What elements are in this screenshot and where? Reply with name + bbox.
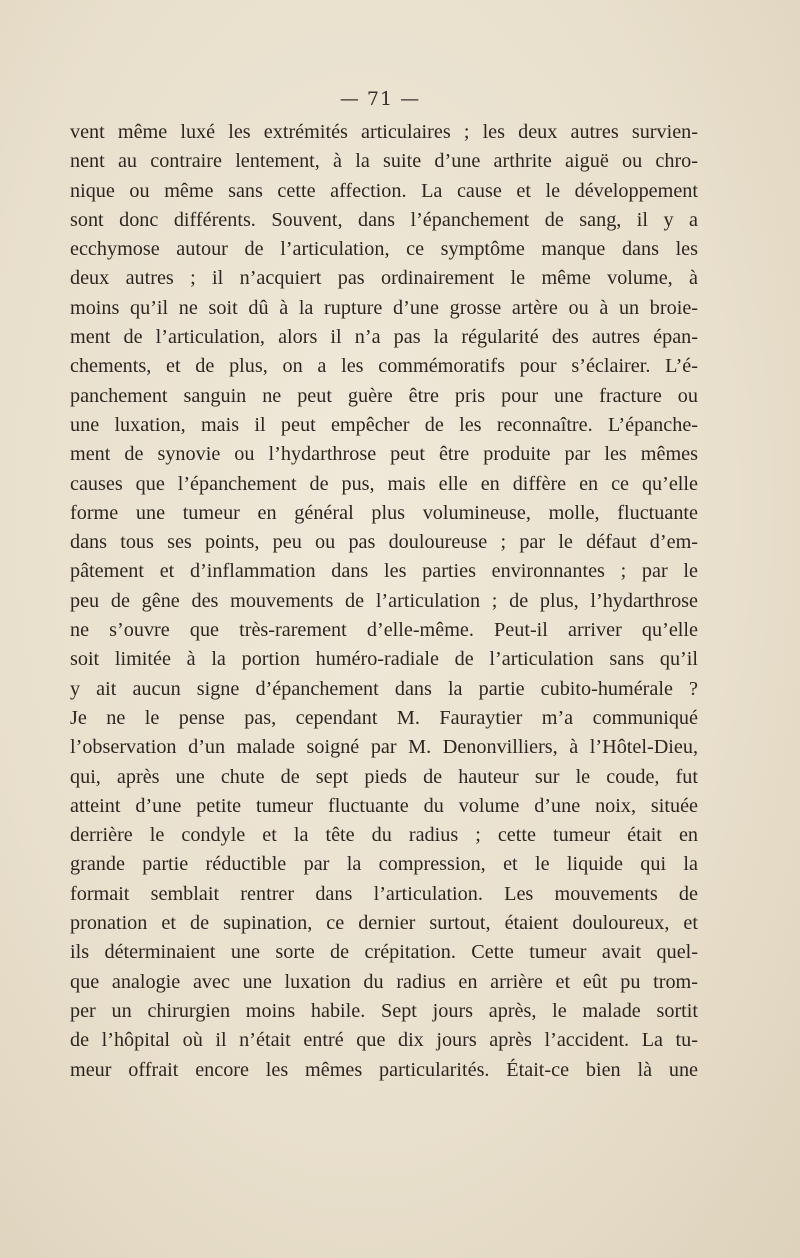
text-line: pronation et de supination, ce dernier surtout, étaient douloureux, et xyxy=(70,912,698,935)
text-line: y ait aucun signe d’épanchement dans la partie cubito-humérale ? xyxy=(70,677,698,700)
text-line: grande partie réductible par la compression, et le liquide qui la xyxy=(70,853,698,876)
body-text xyxy=(70,118,698,1085)
text-line: panchement sanguin ne peut guère être pris pour une fracture ou xyxy=(70,384,698,407)
text-line: nique ou même sans cette affection. La cause et le développement xyxy=(70,179,698,202)
text-line: ment de synovie ou l’hydarthrose peut être produite par les mêmes xyxy=(70,443,698,466)
text-line: per un chirurgien moins habile. Sept jours après, le malade sortit xyxy=(70,999,698,1022)
text-line: soit limitée à la portion huméro-radiale de l’articulation sans qu’il xyxy=(70,648,698,671)
text-line: atteint d’une petite tumeur fluctuante du volume d’une noix, située xyxy=(70,794,698,817)
text-line: ne s’ouvre que très-rarement d’elle-même. Peut-il arriver qu’elle xyxy=(70,619,698,642)
text-line: une luxation, mais il peut empêcher de les reconnaître. L’épanche- xyxy=(70,413,698,436)
text-line: ecchymose autour de l’articulation, ce symptôme manque dans les xyxy=(70,238,698,261)
text-line: derrière le condyle et la tête du radius ; cette tumeur était en xyxy=(70,824,698,847)
text-line: nent au contraire lentement, à la suite d’une arthrite aiguë ou chro- xyxy=(70,150,698,173)
text-line: forme une tumeur en général plus volumineuse, molle, fluctuante xyxy=(70,501,698,524)
text-line: vent même luxé les extrémités articulaires ; les deux autres survien- xyxy=(70,121,698,143)
text-line: de l’hôpital où il n’était entré que dix jours après l’accident. La tu- xyxy=(70,1029,698,1052)
text-line: Je ne le pense pas, cependant M. Fauraytier m’a communiqué xyxy=(70,706,698,729)
text-line: pâtement et d’inflammation dans les parties environnantes ; par le xyxy=(70,560,698,583)
text-line: ils déterminaient une sorte de crépitation. Cette tumeur avait quel- xyxy=(70,941,698,964)
text-line: meur offrait encore les mêmes particularités. Était-ce bien là une xyxy=(70,1058,698,1081)
text-line: ment de l’articulation, alors il n’a pas la régularité des autres épan- xyxy=(70,326,698,349)
text-line: l’observation d’un malade soigné par M. Denonvilliers, à l’Hôtel-Dieu, xyxy=(70,736,698,759)
text-line: formait semblait rentrer dans l’articulation. Les mouvements de xyxy=(70,882,698,905)
text-line: chements, et de plus, on a les commémoratifs pour s’éclairer. L’é- xyxy=(70,355,698,378)
text-line: qui, après une chute de sept pieds de hauteur sur le coude, fut xyxy=(70,765,698,788)
text-line: deux autres ; il n’acquiert pas ordinairement le même volume, à xyxy=(70,267,698,290)
text-line: dans tous ses points, peu ou pas douloureuse ; par le défaut d’em- xyxy=(70,531,698,554)
text-line: sont donc différents. Souvent, dans l’épanchement de sang, il y a xyxy=(70,208,698,231)
text-line: peu de gêne des mouvements de l’articulation ; de plus, l’hydarthrose xyxy=(70,589,698,612)
text-line: moins qu’il ne soit dû à la rupture d’une grosse artère ou à un broie- xyxy=(70,296,698,319)
text-line: causes que l’épanchement de pus, mais elle en diffère en ce qu’elle xyxy=(70,472,698,495)
text-line: que analogie avec une luxation du radius en arrière et eût pu trom- xyxy=(70,970,698,993)
page-number: — 71 — xyxy=(339,88,421,110)
